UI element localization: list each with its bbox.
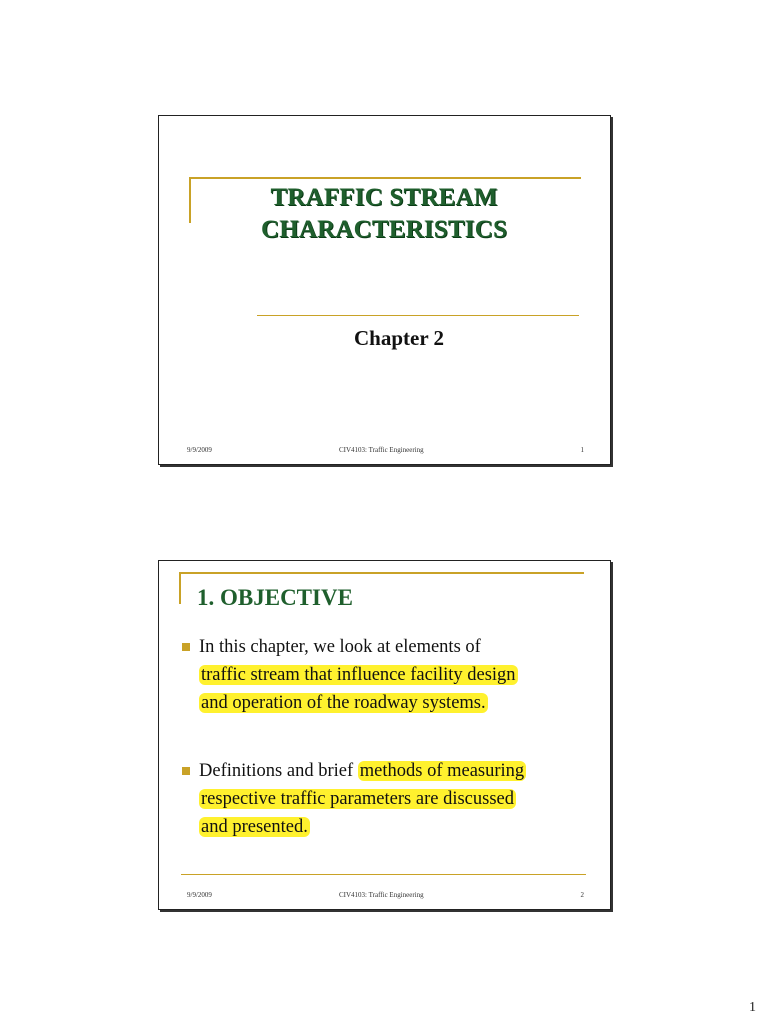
bullet-line: In this chapter, we look at elements of <box>199 637 481 657</box>
highlighted-text: methods of measuring <box>359 761 525 781</box>
highlighted-text: respective traffic parameters are discussed <box>201 789 514 809</box>
heading-bracket-left <box>179 572 181 604</box>
footer-course: CIV4103: Traffic Engineering <box>339 891 424 899</box>
slide-title <box>219 182 549 246</box>
bullet-item <box>182 633 594 723</box>
bullet-line-prefix: Definitions and brief <box>199 761 358 781</box>
footer-date: 9/9/2009 <box>187 891 212 899</box>
slide-subtitle: Chapter 2 <box>353 326 445 350</box>
highlighted-text: traffic stream that influence facility design <box>201 665 516 685</box>
bullet-text <box>199 757 594 841</box>
slide-footer <box>159 891 610 905</box>
heading-bracket-top <box>179 572 584 574</box>
footer-date: 9/9/2009 <box>187 446 212 454</box>
slide-1 <box>158 115 611 465</box>
title-bracket-top <box>189 177 581 179</box>
subtitle-divider <box>257 315 579 316</box>
footer-slide-number: 2 <box>580 891 584 899</box>
slide-heading: 1. OBJECTIVE <box>197 585 353 610</box>
slide-title-line-1: TRAFFIC STREAM <box>270 184 498 211</box>
bullet-text <box>199 633 594 717</box>
footer-course: CIV4103: Traffic Engineering <box>339 446 424 454</box>
highlighted-text: and operation of the roadway systems. <box>201 693 486 713</box>
slide-footer <box>159 446 610 460</box>
slide-title-line-2: CHARACTERISTICS <box>260 216 508 243</box>
bullet-item <box>182 757 594 847</box>
slide-2 <box>158 560 611 910</box>
highlighted-text: and presented. <box>201 817 308 837</box>
title-bracket-left <box>189 177 191 223</box>
bullet-square-icon <box>182 643 190 651</box>
footer-slide-number: 1 <box>580 446 584 454</box>
footer-divider <box>181 874 586 875</box>
bullet-square-icon <box>182 767 190 775</box>
page-number: 1 <box>749 1000 756 1015</box>
